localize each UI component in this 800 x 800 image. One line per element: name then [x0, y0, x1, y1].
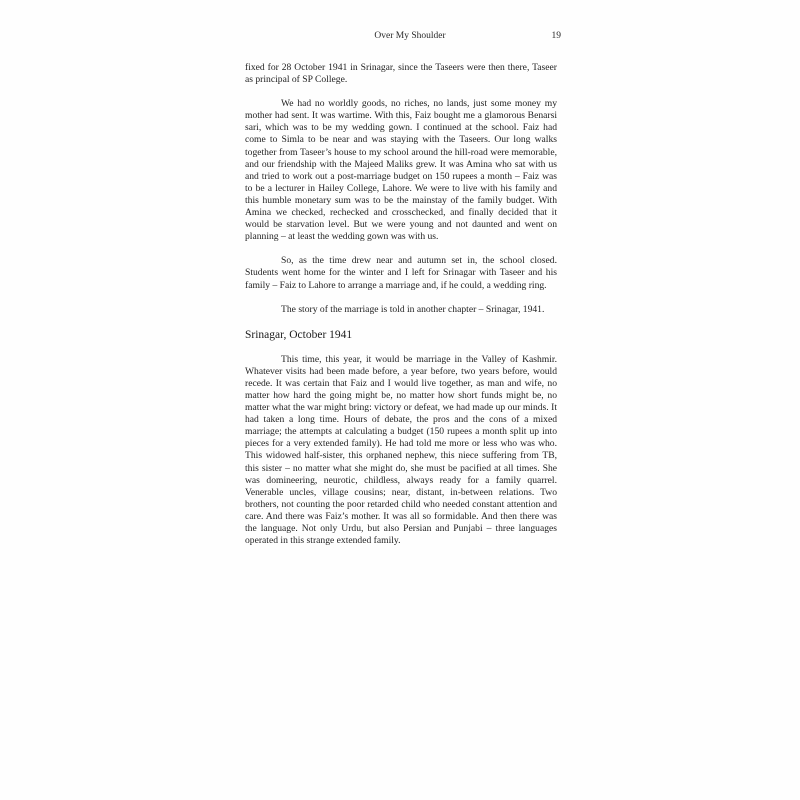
paragraph: fixed for 28 October 1941 in Srinagar, since the Taseers were then there, Taseer as principal of SP College. [245, 62, 557, 86]
running-title: Over My Shoulder [374, 31, 446, 41]
section-heading: Srinagar, October 1941 [245, 328, 353, 341]
paragraph: This time, this year, it would be marriage in the Valley of Kashmir. Whatever visits had been made before, a year before, two years before, would recede. It was certain that Faiz and I would live together, as man and wife, no matter how hard the going might be, no matter how short funds might be, no matter what the war might bring: victory or defeat, we had made up our minds. It had taken a long time. Hours of debate, the pros and the cons of a mixed marriage; the attempts at calculating a budget (150 rupees a month split up into pieces for a very extended family). He had told me more or less who was who. This widowed half-sister, this orphaned nephew, this niece suffering from TB, this sister – no matter what she might do, she must be pacified at all times. She was domineering, neurotic, childless, always ready for a family quarrel. Venerable uncles, village cousins; near, distant, in-between relations. Two brothers, not counting the poor retarded child who needed constant attention and care. And there was Faiz’s mother. It was all so formidable. And then there was the language. Not only Urdu, but also Persian and Punjabi – three languages operated in this strange extended family. [245, 353, 557, 547]
body-text [245, 62, 557, 559]
paragraph: So, as the time drew near and autumn set in, the school closed. Students went home for the winter and I left for Srinagar with Taseer and his family – Faiz to Lahore to arrange a marriage and, if he could, a wedding ring. [245, 255, 557, 291]
paragraph: The story of the marriage is told in another chapter – Srinagar, 1941. [281, 303, 545, 315]
page-number: 19 [551, 31, 561, 41]
paragraph: We had no worldly goods, no riches, no lands, just some money my mother had sent. It was wartime. With this, Faiz bought me a glamorous Benarsi sari, which was to be my wedding gown. I continued at the school. Faiz had come to Simla to be near and was staying with the Taseers. Our long walks together from Taseer’s house to my school around the hill-road were memorable, and our friendship with the Majeed Maliks grew. It was Amina who sat with us and tried to work out a post-marriage budget on 150 rupees a month – Faiz was to be a lecturer in Hailey College, Lahore. We were to live with his family and this humble monetary sum was to be the mainstay of the family budget. With Amina we checked, rechecked and crosschecked, and finally decided that it would be starvation level. But we were young and not daunted and went on planning – at least the wedding gown was with us. [245, 98, 557, 243]
running-head [245, 31, 575, 45]
